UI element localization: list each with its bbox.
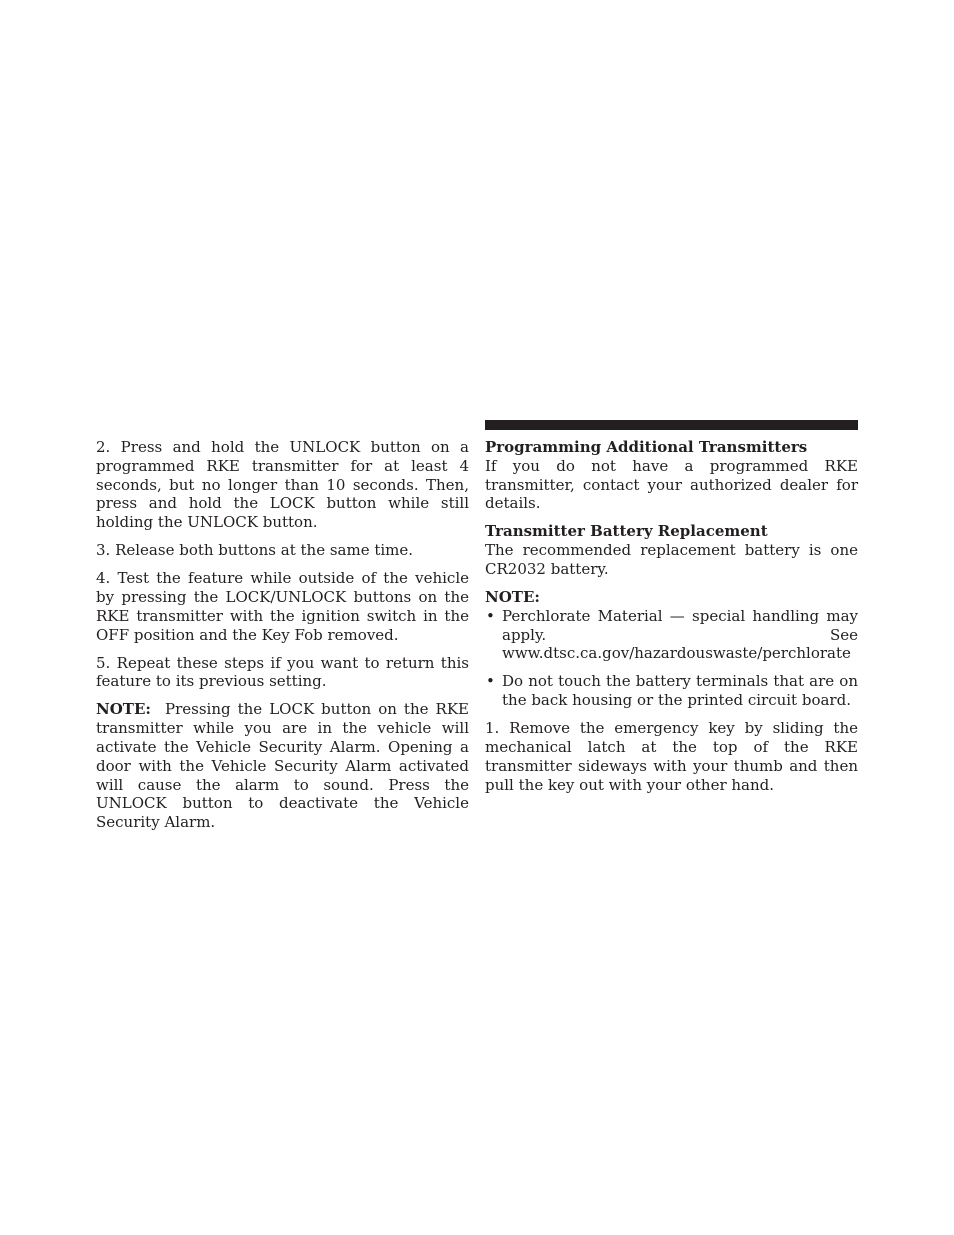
bullet-item-perchlorate: [485, 607, 858, 663]
step-1-paragraph: 1. Remove the emergency key by sliding the mechanical latch at the top of the RKE transmitter sideways with your thumb and then pull the key out with your other hand.: [485, 719, 858, 794]
right-column: [485, 438, 858, 803]
section-header-bar: [485, 420, 858, 430]
step-4-paragraph: 4. Test the feature while outside of the vehicle by pressing the LOCK/UNLOCK buttons on the RKE transmitter with the ignition switch in the OFF position and the Key Fob removed.: [96, 569, 469, 644]
bullet-icon: •: [486, 606, 495, 625]
bullet-text: Do not touch the battery terminals that are on the back housing or the printed circuit board.: [502, 672, 858, 710]
note-text: Pressing the LOCK button on the RKE transmitter while you are in the vehicle will activate the Vehicle Security Alarm. Opening a door with the Vehicle Security Alarm activated will cause the alarm to sound. Press the UNLOCK button to deactivate the Vehicle Security Alarm.: [96, 700, 469, 832]
step-5-paragraph: 5. Repeat these steps if you want to return this feature to its previous setting.: [96, 653, 469, 691]
left-column: [96, 438, 469, 841]
bullet-item-terminals: [485, 672, 858, 710]
note-label: NOTE:: [96, 700, 151, 719]
step-3-paragraph: 3. Release both buttons at the same time.: [96, 541, 414, 560]
note-bullet-list: [485, 607, 858, 710]
note-heading: NOTE:: [485, 587, 540, 606]
battery-heading: Transmitter Battery Replacement: [485, 522, 768, 541]
battery-paragraph: The recommended replacement battery is one CR2032 battery.: [485, 541, 858, 578]
bullet-icon: •: [486, 672, 495, 691]
note-paragraph: [96, 700, 469, 832]
programming-heading: Programming Additional Transmitters: [485, 438, 808, 456]
programming-paragraph: If you do not have a programmed RKE transmitter, contact your authorized dealer for details.: [485, 456, 858, 513]
step-2-paragraph: 2. Press and hold the UNLOCK button on a programmed RKE transmitter for at least 4 seconds, but no longer than 10 seconds. Then, press and hold the LOCK button while still holding the UNLOCK button.: [96, 438, 469, 532]
bullet-text: Perchlorate Material — special handling may apply. See www.dtsc.ca.gov/hazardouswaste/perchlorate: [502, 606, 858, 663]
